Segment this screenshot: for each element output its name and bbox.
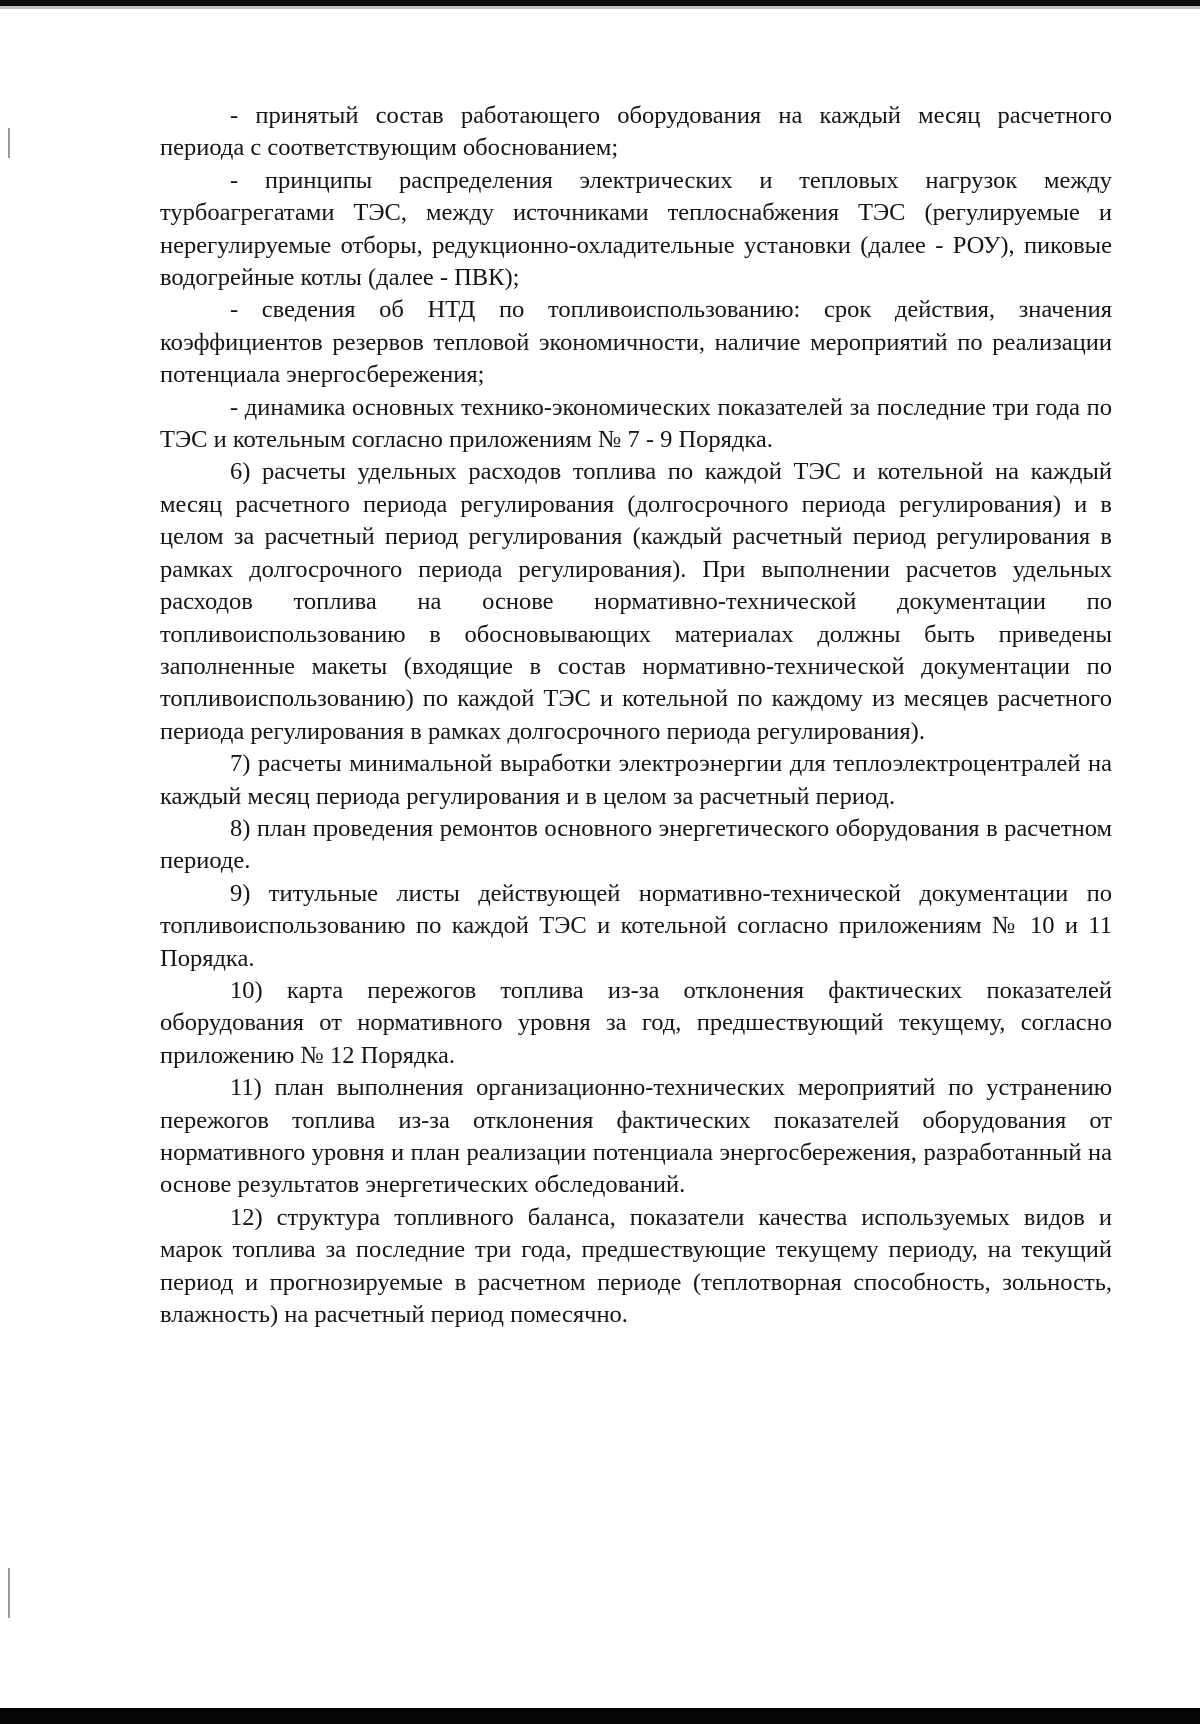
paragraph-indicator-dynamics: - динамика основных технико-экономических показателей за последние три года по ТЭС и котельным согласно приложениям № 7 - 9 Порядка.: [160, 393, 1112, 454]
paragraph-ntd-info: - сведения об НТД по топливоиспользованию: срок действия, значения коэффициентов резервов тепловой экономичности, наличие мероприятий по реализации потенциала энергосбережения;: [160, 296, 1112, 389]
scan-left-edge-mark: [8, 128, 10, 158]
scan-top-edge-shadow: [0, 6, 1200, 9]
paragraph-item-12: 12) структура топливного баланса, показатели качества используемых видов и марок топлива за последние три года, предшествующие текущему периоду, на текущий период и прогнозируемые в расчетном периоде (теплотворная способность, зольность, влажность) на расчетный период помесячно.: [160, 1203, 1112, 1329]
scan-left-edge-mark: [8, 1568, 10, 1618]
paragraph-item-10: 10) карта пережогов топлива из-за отклонения фактических показателей оборудования от нормативного уровня за год, предшествующий текущему, согласно приложению № 12 Порядка.: [160, 976, 1112, 1069]
paragraph-load-distribution: - принципы распределения электрических и тепловых нагрузок между турбоагрегатами ТЭС, между источниками теплоснабжения ТЭС (регулируемые и нерегулируемые отборы, редукционно-охладительные установки (далее - РОУ), пиковые водогрейные котлы (далее - ПВК);: [160, 166, 1112, 292]
paragraph-item-6: 6) расчеты удельных расходов топлива по каждой ТЭС и котельной на каждый месяц расчетного периода регулирования (долгосрочного периода регулирования) и в целом за расчетный период регулирования (каждый расчетный период регулирования в рамках долгосрочного периода регулирования). При выполнении расчетов удельных расходов топлива на основе нормативно-технической документации по топливоиспользованию в обосновывающих материалах должны быть приведены заполненные макеты (входящие в состав нормативно-технической документации по топливоиспользованию) по каждой ТЭС и котельной по каждому из месяцев расчетного периода регулирования в рамках долгосрочного периода регулирования).: [160, 458, 1112, 745]
scan-bottom-edge: [0, 1708, 1200, 1724]
document-body: [160, 100, 1112, 1331]
paragraph-equipment-composition: - принятый состав работающего оборудования на каждый месяц расчетного периода с соответствующим обоснованием;: [160, 102, 1112, 162]
paragraph-item-7: 7) расчеты минимальной выработки электроэнергии для теплоэлектроцентралей на каждый месяц периода регулирования и в целом за расчетный период.: [160, 750, 1112, 810]
paragraph-item-9: 9) титульные листы действующей нормативно-технической документации по топливоиспользованию по каждой ТЭС и котельной согласно приложениям № 10 и 11 Порядка.: [160, 879, 1112, 972]
paragraph-item-8: 8) план проведения ремонтов основного энергетического оборудования в расчетном периоде.: [160, 814, 1112, 875]
paragraph-item-11: 11) план выполнения организационно-технических мероприятий по устранению пережогов топлива из-за отклонения фактических показателей оборудования от нормативного уровня и план реализации потенциала энергосбережения, разработанный на основе результатов энергетических обследований.: [160, 1074, 1112, 1199]
